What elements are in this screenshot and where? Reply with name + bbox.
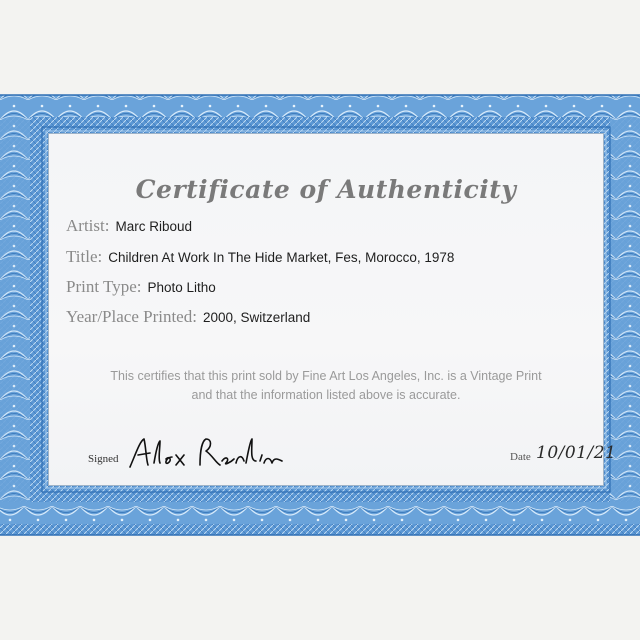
title-value: Children At Work In The Hide Market, Fes, Morocco, 1978 (108, 250, 455, 265)
artist-row (66, 216, 192, 236)
year-place-value: 2000, Switzerland (202, 310, 311, 325)
year-place-label: Year/Place Printed: (66, 307, 197, 326)
certificate-title: Certificate of Authenticity (135, 175, 517, 204)
authenticity-statement: This certifies that this print sold by Fine Art Los Angeles, Inc. is a Vintage Print and that the information listed above is accurate. (110, 369, 542, 402)
print-type-value: Photo Litho (147, 280, 216, 295)
year-place-row (66, 307, 310, 327)
certificate-panel (48, 133, 617, 486)
date-value: 10/01/21 (536, 443, 617, 463)
title-row (66, 247, 454, 267)
print-type-row (66, 277, 216, 297)
signed-label: Signed (88, 453, 119, 465)
date-label: Date (510, 451, 531, 463)
artist-label: Artist: (66, 216, 110, 235)
handwritten-signature (126, 433, 286, 473)
print-type-label: Print Type: (66, 277, 142, 296)
artist-value: Marc Riboud (115, 219, 192, 234)
title-label: Title: (66, 247, 103, 266)
